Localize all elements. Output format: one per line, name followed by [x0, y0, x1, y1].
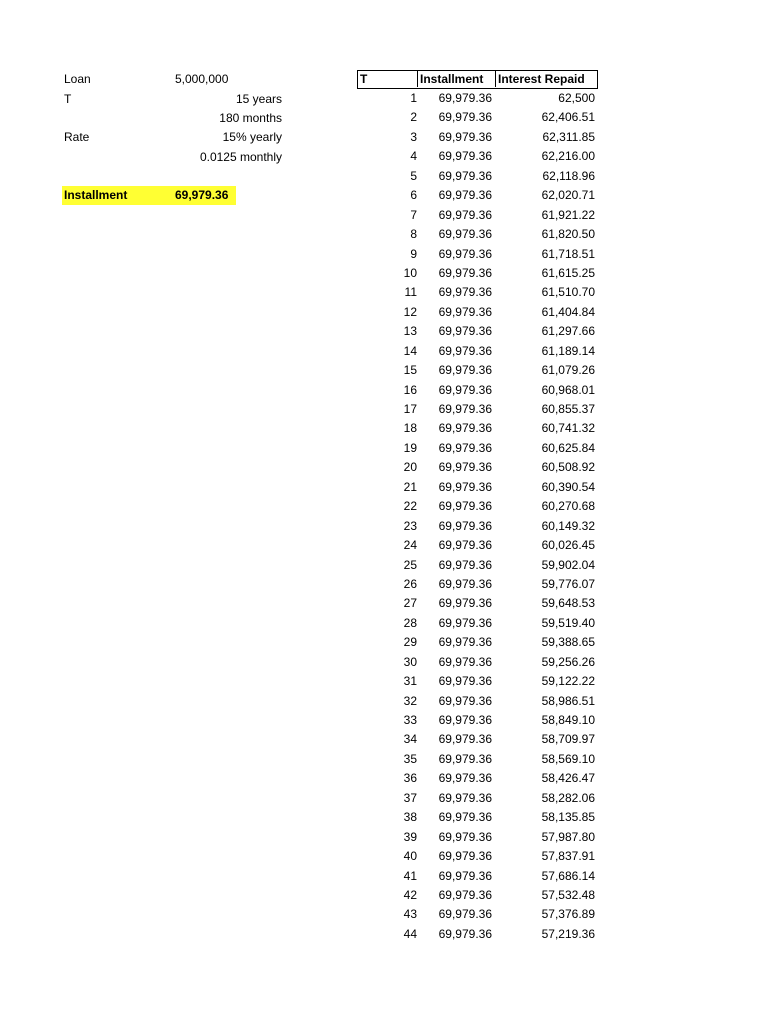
table-row [357, 517, 598, 536]
row-interest-repaid: 57,686.14 [541, 868, 595, 883]
row-interest-repaid: 60,270.68 [541, 499, 595, 514]
table-row [357, 89, 598, 108]
table-row [357, 672, 598, 691]
row-installment: 69,979.36 [438, 538, 492, 553]
row-period: 6 [410, 188, 417, 203]
row-installment: 69,979.36 [438, 868, 492, 883]
row-interest-repaid: 58,282.06 [541, 790, 595, 805]
table-row [357, 478, 598, 497]
table-row [357, 614, 598, 633]
row-period: 41 [403, 868, 417, 883]
row-period: 5 [410, 168, 417, 183]
row-installment: 69,979.36 [438, 499, 492, 514]
table-row [357, 711, 598, 730]
row-installment: 69,979.36 [438, 460, 492, 475]
loan-label: Loan [64, 72, 91, 86]
row-installment: 69,979.36 [438, 207, 492, 222]
rate-yearly-value: 15% yearly [222, 130, 282, 144]
row-interest-repaid: 60,855.37 [541, 402, 595, 416]
table-row [357, 653, 598, 672]
row-installment: 69,979.36 [438, 285, 492, 300]
table-row [357, 245, 598, 264]
term-months-value: 180 months [219, 111, 282, 125]
row-interest-repaid: 59,776.07 [541, 576, 595, 591]
table-row [357, 730, 598, 749]
table-row [357, 828, 598, 847]
row-interest-repaid: 58,986.51 [541, 693, 595, 708]
table-row [357, 419, 598, 438]
row-period: 40 [403, 849, 417, 864]
row-interest-repaid: 57,376.89 [541, 907, 595, 922]
row-interest-repaid: 62,311.85 [542, 129, 595, 144]
row-installment: 69,979.36 [438, 713, 492, 727]
row-period: 43 [403, 907, 417, 922]
row-period: 14 [403, 343, 417, 358]
table-row [357, 497, 598, 516]
table-row [357, 594, 598, 613]
row-period: 17 [403, 402, 417, 416]
row-installment: 69,979.36 [438, 615, 492, 630]
header-interest-repaid: Interest Repaid [498, 72, 585, 86]
row-period: 8 [410, 227, 417, 242]
row-installment: 69,979.36 [438, 421, 492, 436]
rate-monthly-value: 0.0125 monthly [199, 150, 282, 164]
row-installment: 69,979.36 [438, 227, 492, 242]
row-installment: 69,979.36 [438, 635, 492, 650]
amortization-table-body [357, 89, 598, 944]
row-installment: 69,979.36 [438, 790, 492, 805]
row-interest-repaid: 62,406.51 [541, 110, 595, 125]
row-interest-repaid: 59,256.26 [541, 654, 595, 669]
row-period: 10 [403, 265, 417, 280]
header-t: T [358, 71, 418, 87]
table-row [357, 769, 598, 788]
table-row [357, 108, 598, 127]
row-installment: 69,979.36 [438, 732, 492, 747]
row-period: 20 [403, 460, 417, 475]
row-installment: 69,979.36 [438, 343, 492, 358]
row-interest-repaid: 61,297.66 [541, 324, 595, 339]
table-row [357, 264, 598, 283]
row-interest-repaid: 61,189.14 [541, 343, 595, 358]
table-row [357, 400, 598, 419]
row-interest-repaid: 61,079.26 [541, 363, 595, 378]
rate-label: Rate [64, 130, 90, 144]
row-interest-repaid: 58,135.85 [541, 810, 595, 825]
row-period: 9 [410, 246, 417, 261]
table-row [357, 303, 598, 322]
row-period: 42 [403, 887, 417, 902]
row-period: 13 [403, 324, 417, 339]
row-interest-repaid: 60,741.32 [541, 421, 595, 436]
loan-value: 5,000,000 [175, 72, 229, 86]
table-row [357, 808, 598, 827]
table-row [357, 147, 598, 166]
row-interest-repaid: 58,426.47 [541, 771, 595, 786]
installment-value: 69,979.36 [175, 188, 229, 202]
table-row [357, 633, 598, 652]
row-installment: 69,979.36 [438, 654, 492, 669]
table-row [357, 789, 598, 808]
row-period: 19 [403, 440, 417, 455]
term-label: T [64, 92, 72, 106]
row-installment: 69,979.36 [438, 576, 492, 591]
row-period: 34 [403, 732, 417, 747]
row-period: 39 [403, 829, 417, 844]
row-period: 30 [403, 654, 417, 669]
row-period: 36 [403, 771, 417, 786]
row-installment: 69,979.36 [438, 149, 492, 164]
table-row [357, 575, 598, 594]
row-interest-repaid: 57,987.80 [541, 829, 595, 844]
row-period: 33 [403, 713, 417, 727]
row-period: 26 [403, 576, 417, 591]
row-interest-repaid: 59,519.40 [541, 615, 595, 630]
row-installment: 69,979.36 [438, 91, 492, 105]
row-installment: 69,979.36 [438, 382, 492, 397]
row-interest-repaid: 59,648.53 [541, 596, 595, 611]
row-period: 15 [403, 363, 417, 378]
row-installment: 69,979.36 [438, 168, 492, 183]
row-period: 37 [403, 790, 417, 805]
table-row [357, 167, 598, 186]
table-row [357, 342, 598, 361]
row-installment: 69,979.36 [438, 751, 492, 766]
table-row [357, 225, 598, 244]
table-row [357, 847, 598, 866]
row-installment: 69,979.36 [438, 674, 492, 689]
row-installment: 69,979.36 [438, 693, 492, 708]
row-interest-repaid: 59,388.65 [541, 635, 595, 650]
row-installment: 69,979.36 [438, 110, 492, 125]
table-row [357, 925, 598, 944]
table-row [357, 867, 598, 886]
row-interest-repaid: 62,500 [558, 91, 595, 105]
row-interest-repaid: 58,569.10 [541, 751, 595, 766]
row-installment: 69,979.36 [438, 829, 492, 844]
row-installment: 69,979.36 [438, 596, 492, 611]
table-row [357, 128, 598, 147]
row-installment: 69,979.36 [438, 363, 492, 378]
row-interest-repaid: 58,709.97 [541, 732, 595, 747]
row-period: 31 [403, 674, 417, 689]
row-installment: 69,979.36 [438, 324, 492, 339]
table-row [357, 206, 598, 225]
row-installment: 69,979.36 [438, 849, 492, 864]
row-installment: 69,979.36 [438, 771, 492, 786]
row-period: 18 [403, 421, 417, 436]
row-installment: 69,979.36 [438, 265, 492, 280]
row-interest-repaid: 61,510.70 [541, 285, 595, 300]
table-row [357, 439, 598, 458]
row-period: 24 [403, 538, 417, 553]
installment-label: Installment [64, 188, 128, 202]
term-years-value: 15 years [235, 92, 282, 106]
row-interest-repaid: 61,921.22 [541, 207, 595, 222]
row-interest-repaid: 57,532.48 [541, 887, 595, 902]
table-row [357, 692, 598, 711]
row-interest-repaid: 59,122.22 [541, 674, 595, 689]
table-row [357, 322, 598, 341]
row-installment: 69,979.36 [438, 479, 492, 494]
row-installment: 69,979.36 [438, 887, 492, 902]
row-installment: 69,979.36 [438, 810, 492, 825]
row-period: 32 [403, 693, 417, 708]
table-row [357, 886, 598, 905]
row-period: 28 [403, 615, 417, 630]
row-interest-repaid: 60,968.01 [541, 382, 595, 397]
table-row [357, 458, 598, 477]
row-installment: 69,979.36 [438, 402, 492, 416]
table-row [357, 905, 598, 924]
row-period: 1 [410, 91, 417, 105]
row-interest-repaid: 60,625.84 [541, 440, 595, 455]
row-installment: 69,979.36 [438, 188, 492, 203]
row-interest-repaid: 60,026.45 [541, 538, 595, 553]
row-interest-repaid: 60,508.92 [541, 460, 595, 475]
row-interest-repaid: 61,820.50 [541, 227, 595, 242]
row-installment: 69,979.36 [438, 926, 492, 941]
row-interest-repaid: 57,837.91 [541, 849, 595, 864]
row-installment: 69,979.36 [438, 246, 492, 261]
row-period: 11 [404, 285, 417, 300]
row-interest-repaid: 62,020.71 [541, 188, 595, 203]
table-row [357, 361, 598, 380]
row-period: 38 [403, 810, 417, 825]
row-period: 2 [410, 110, 417, 125]
row-installment: 69,979.36 [438, 518, 492, 533]
row-period: 22 [403, 499, 417, 514]
row-installment: 69,979.36 [438, 129, 492, 144]
table-row [357, 186, 598, 205]
row-period: 44 [403, 926, 417, 941]
row-interest-repaid: 60,149.32 [541, 518, 595, 533]
row-installment: 69,979.36 [438, 304, 492, 319]
header-installment: Installment [418, 71, 496, 87]
row-period: 25 [403, 557, 417, 572]
row-period: 29 [403, 635, 417, 650]
row-installment: 69,979.36 [438, 440, 492, 455]
table-header [357, 70, 598, 89]
row-period: 23 [403, 518, 417, 533]
row-interest-repaid: 61,615.25 [541, 265, 595, 280]
row-period: 7 [410, 207, 417, 222]
row-installment: 69,979.36 [438, 557, 492, 572]
row-period: 35 [403, 751, 417, 766]
row-period: 21 [403, 479, 417, 494]
row-interest-repaid: 62,216.00 [541, 149, 595, 164]
table-row [357, 556, 598, 575]
row-period: 4 [410, 149, 417, 164]
row-period: 16 [403, 382, 417, 397]
row-interest-repaid: 60,390.54 [541, 479, 595, 494]
row-period: 12 [403, 304, 417, 319]
table-row [357, 381, 598, 400]
table-row [357, 283, 598, 302]
row-interest-repaid: 58,849.10 [541, 713, 595, 727]
row-interest-repaid: 62,118.96 [542, 168, 595, 183]
row-period: 27 [403, 596, 417, 611]
row-interest-repaid: 57,219.36 [541, 926, 595, 941]
table-row [357, 536, 598, 555]
row-installment: 69,979.36 [438, 907, 492, 922]
row-interest-repaid: 59,902.04 [541, 557, 595, 572]
row-period: 3 [410, 129, 417, 144]
row-interest-repaid: 61,404.84 [541, 304, 595, 319]
row-interest-repaid: 61,718.51 [541, 246, 595, 261]
table-row [357, 750, 598, 769]
